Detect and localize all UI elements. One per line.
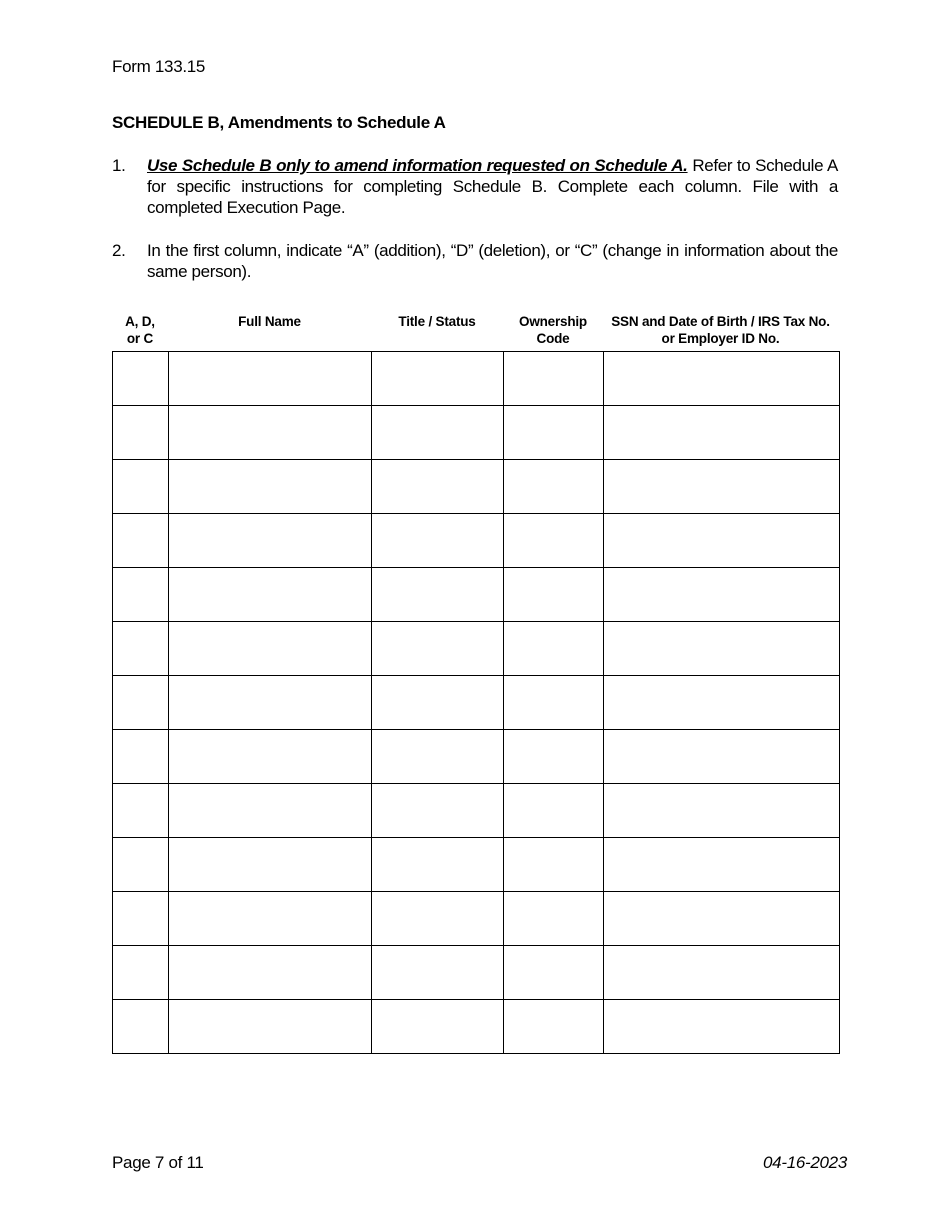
adc-cell[interactable] [113, 676, 169, 730]
title-status-cell[interactable] [372, 730, 504, 784]
ownership-code-cell[interactable] [504, 406, 604, 460]
instruction-2 [112, 240, 838, 282]
ssn-tax-id-cell[interactable] [604, 892, 840, 946]
ownership-code-cell[interactable] [504, 892, 604, 946]
table-row [113, 892, 840, 946]
title-status-cell[interactable] [372, 892, 504, 946]
title-status-cell[interactable] [372, 946, 504, 1000]
ssn-tax-id-cell[interactable] [604, 1000, 840, 1054]
column-header-ownership-code [503, 313, 603, 347]
full-name-cell[interactable] [169, 460, 372, 514]
column-header-full-name-line1: Full Name [238, 314, 301, 329]
title-status-cell[interactable] [372, 568, 504, 622]
instruction-2-text: In the first column, indicate “A” (addition), “D” (deletion), or “C” (change in information about the same person). [147, 241, 838, 281]
instruction-2-number: 2. [112, 241, 126, 260]
column-header-title-status [371, 313, 503, 330]
ownership-code-cell[interactable] [504, 838, 604, 892]
table-row [113, 838, 840, 892]
ownership-code-cell[interactable] [504, 676, 604, 730]
ownership-code-cell[interactable] [504, 352, 604, 406]
column-header-adc-line1: A, D, [125, 314, 155, 329]
title-status-cell[interactable] [372, 622, 504, 676]
full-name-cell[interactable] [169, 1000, 372, 1054]
ssn-tax-id-cell[interactable] [604, 946, 840, 1000]
table-header [112, 313, 838, 349]
column-header-title-status-line1: Title / Status [398, 314, 476, 329]
adc-cell[interactable] [113, 568, 169, 622]
full-name-cell[interactable] [169, 676, 372, 730]
ownership-code-cell[interactable] [504, 514, 604, 568]
instruction-1-number: 1. [112, 156, 126, 175]
adc-cell[interactable] [113, 838, 169, 892]
ssn-tax-id-cell[interactable] [604, 352, 840, 406]
title-status-cell[interactable] [372, 838, 504, 892]
table-row [113, 352, 840, 406]
page-number: Page 7 of 11 [112, 1153, 204, 1172]
ownership-code-cell[interactable] [504, 946, 604, 1000]
title-status-cell[interactable] [372, 406, 504, 460]
ssn-tax-id-cell[interactable] [604, 838, 840, 892]
ssn-tax-id-cell[interactable] [604, 784, 840, 838]
ownership-code-cell[interactable] [504, 568, 604, 622]
title-status-cell[interactable] [372, 1000, 504, 1054]
full-name-cell[interactable] [169, 946, 372, 1000]
ssn-tax-id-cell[interactable] [604, 676, 840, 730]
ownership-code-cell[interactable] [504, 1000, 604, 1054]
full-name-cell[interactable] [169, 514, 372, 568]
full-name-cell[interactable] [169, 838, 372, 892]
ssn-tax-id-cell[interactable] [604, 406, 840, 460]
adc-cell[interactable] [113, 892, 169, 946]
full-name-cell[interactable] [169, 730, 372, 784]
title-status-cell[interactable] [372, 676, 504, 730]
adc-cell[interactable] [113, 460, 169, 514]
amendments-table-body [113, 352, 840, 1054]
adc-cell[interactable] [113, 406, 169, 460]
ssn-tax-id-cell[interactable] [604, 568, 840, 622]
column-header-adc-line2: or C [126, 331, 154, 346]
adc-cell[interactable] [113, 784, 169, 838]
table-row [113, 946, 840, 1000]
ownership-code-cell[interactable] [504, 784, 604, 838]
instruction-1-body [147, 155, 838, 218]
title-status-cell[interactable] [372, 784, 504, 838]
adc-cell[interactable] [113, 514, 169, 568]
full-name-cell[interactable] [169, 406, 372, 460]
full-name-cell[interactable] [169, 352, 372, 406]
column-header-adc [112, 313, 168, 347]
instruction-1 [112, 155, 838, 218]
adc-cell[interactable] [113, 352, 169, 406]
table-row [113, 514, 840, 568]
table-row [113, 568, 840, 622]
adc-cell[interactable] [113, 946, 169, 1000]
title-status-cell[interactable] [372, 514, 504, 568]
full-name-cell[interactable] [169, 622, 372, 676]
column-header-ownership-line1: Ownership [519, 314, 587, 329]
ownership-code-cell[interactable] [504, 460, 604, 514]
revision-date: 04-16-2023 [763, 1153, 847, 1172]
ownership-code-cell[interactable] [504, 622, 604, 676]
form-number: Form 133.15 [112, 57, 206, 76]
title-status-cell[interactable] [372, 352, 504, 406]
table-row [113, 784, 840, 838]
adc-cell[interactable] [113, 730, 169, 784]
ssn-tax-id-cell[interactable] [604, 514, 840, 568]
table-row [113, 676, 840, 730]
full-name-cell[interactable] [169, 568, 372, 622]
ssn-tax-id-cell[interactable] [604, 730, 840, 784]
column-header-full-name [168, 313, 371, 330]
adc-cell[interactable] [113, 1000, 169, 1054]
title-status-cell[interactable] [372, 460, 504, 514]
adc-cell[interactable] [113, 622, 169, 676]
full-name-cell[interactable] [169, 892, 372, 946]
column-header-ssn-line1: SSN and Date of Birth / IRS Tax No. [611, 314, 830, 329]
schedule-title: SCHEDULE B, Amendments to Schedule A [112, 113, 446, 132]
instruction-1-text: Refer to Schedule A for specific instructions for completing Schedule B. Complete each column. File with a completed Execution Page. [147, 156, 839, 217]
column-header-ssn-tax-id [603, 313, 838, 347]
ssn-tax-id-cell[interactable] [604, 460, 840, 514]
column-header-ownership-line2: Code [536, 331, 570, 346]
table-row [113, 460, 840, 514]
instruction-1-emphasis: Use Schedule B only to amend information requested on Schedule A. [147, 156, 688, 175]
table-row [113, 622, 840, 676]
table-row [113, 730, 840, 784]
column-header-ssn-line2: or Employer ID No. [661, 331, 780, 346]
table-row [113, 1000, 840, 1054]
ownership-code-cell[interactable] [504, 730, 604, 784]
table-row [113, 406, 840, 460]
amendments-table [112, 351, 840, 1054]
full-name-cell[interactable] [169, 784, 372, 838]
ssn-tax-id-cell[interactable] [604, 622, 840, 676]
